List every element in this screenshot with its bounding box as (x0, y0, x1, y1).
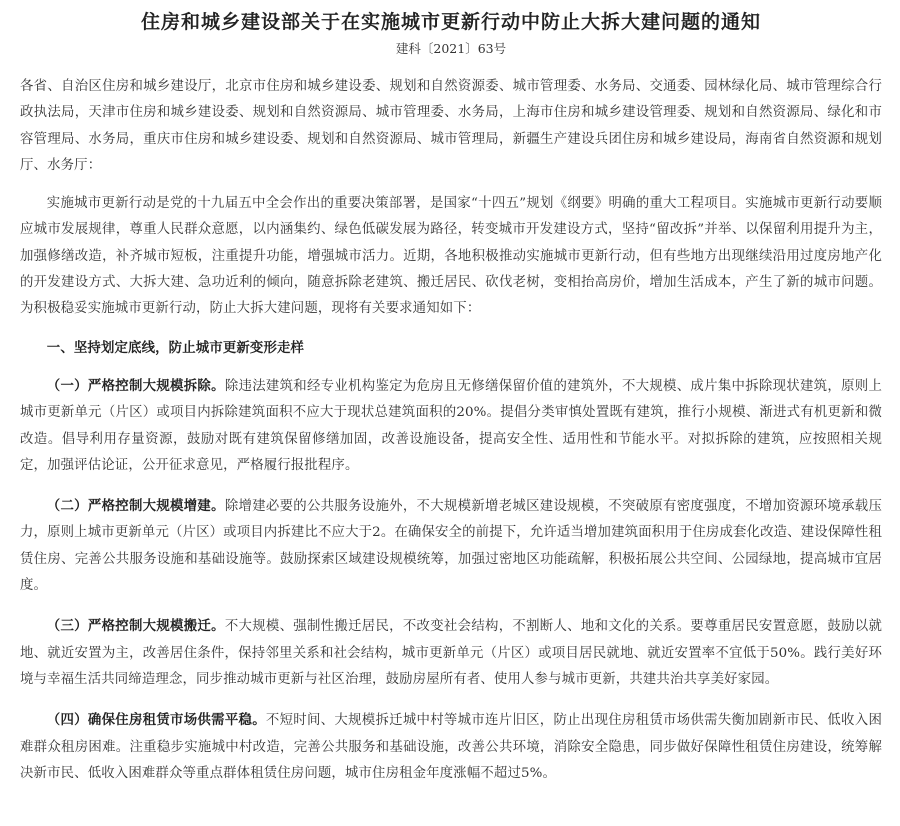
clause-body: 除违法建筑和经专业机构鉴定为危房且无修缮保留价值的建筑外，不大规模、成片集中拆除现状建筑，原则上城市更新单元（片区）或项目内拆除建筑面积不应大于现状总建筑面积的20%。提倡分类审慎处置既有建筑，推行小规模、渐进式有机更新和微改造。倡导利用存量资源，鼓励对既有建筑保留修缮加固，改善设施设备，提高安全性、适用性和节能水平。对拟拆除的建筑，应按照相关规定，加强评估论证，公开征求意见，严格履行报批程序。 (20, 378, 882, 473)
intro-paragraph: 实施城市更新行动是党的十九届五中全会作出的重要决策部署，是国家“十四五”规划《纲要》明确的重大工程项目。实施城市更新行动要顺应城市发展规律，尊重人民群众意愿，以内涵集约、绿色低碳发展为路径，转变城市开发建设方式，坚持“留改拆”并举、以保留利用提升为主，加强修缮改造，补齐城市短板，注重提升功能，增强城市活力。近期，各地积极推动实施城市更新行动，但有些地方出现继续沿用过度房地产化的开发建设方式、大拆大建、急功近利的倾向，随意拆除老建筑、搬迁居民、砍伐老树，变相抬高房价，增加生活成本，产生了新的城市问题。为积极稳妥实施城市更新行动，防止大拆大建问题，现将有关要求通知如下： (20, 196, 882, 317)
clause-paragraph (20, 373, 882, 479)
clause-title: （三）严格控制大规模搬迁。 (46, 618, 225, 635)
clause-paragraph (20, 613, 882, 693)
clause-body: 不大规模、强制性搬迁居民，不改变社会结构，不割断人、地和文化的关系。要尊重居民安置意愿，鼓励以就地、就近安置为主，改善居住条件，保持邻里关系和社会结构，城市更新单元（片区）或项目居民就地、就近安置率不宜低于50%。践行美好环境与幸福生活共同缔造理念，同步推动城市更新与社区治理，鼓励房屋所有者、使用人参与城市更新，共建共治共享美好家园。 (20, 619, 882, 687)
notice-title: 住房和城乡建设部关于在实施城市更新行动中防止大拆大建问题的通知 (140, 11, 761, 33)
clause-body: 不短时间、大规模拆迁城中村等城市连片旧区，防止出现住房租赁市场供需失衡加剧新市民、低收入困难群众租房困难。注重稳步实施城中村改造，完善公共服务和基础设施，改善公共环境，消除安全隐患，同步做好保障性租赁住房建设，统筹解决新市民、低收入困难群众等重点群体租赁住房问题，城市住房租金年度涨幅不超过5%。 (20, 713, 882, 781)
document-number: 建科〔2021〕63号 (395, 41, 507, 56)
addressee-paragraph: 各省、自治区住房和城乡建设厅，北京市住房和城乡建设委、规划和自然资源委、城市管理委、水务局、交通委、园林绿化局、城市管理综合行政执法局，天津市住房和城乡建设委、规划和自然资源局、城市管理委、水务局，上海市住房和城乡建设管理委、规划和自然资源局、绿化和市容管理局、水务局，重庆市住房和城乡建设委、规划和自然资源局、城市管理局，新疆生产建设兵团住房和城乡建设局，海南省自然资源和规划厅、水务厅： (20, 79, 882, 173)
clause-title: （一）严格控制大规模拆除。 (46, 377, 225, 394)
notice-document (20, 0, 882, 787)
clause-title: （四）确保住房租赁市场供需平稳。 (46, 712, 266, 729)
clause-title: （二）严格控制大规模增建。 (46, 498, 225, 515)
clause-body: 除增建必要的公共服务设施外，不大规模新增老城区建设规模，不突破原有密度强度，不增加资源环境承载压力，原则上城市更新单元（片区）或项目内拆建比不应大于2。在确保安全的前提下，允许适当增加建筑面积用于住房成套化改造、建设保障性租赁住房、完善公共服务设施和基础设施等。鼓励探索区域建设规模统筹，加强过密地区功能疏解，积极拓展公共空间、公园绿地，提高城市宜居度。 (20, 499, 882, 594)
section-heading: 一、坚持划定底线，防止城市更新变形走样 (46, 339, 305, 356)
clause-paragraph (20, 707, 882, 787)
clause-paragraph (20, 493, 882, 599)
